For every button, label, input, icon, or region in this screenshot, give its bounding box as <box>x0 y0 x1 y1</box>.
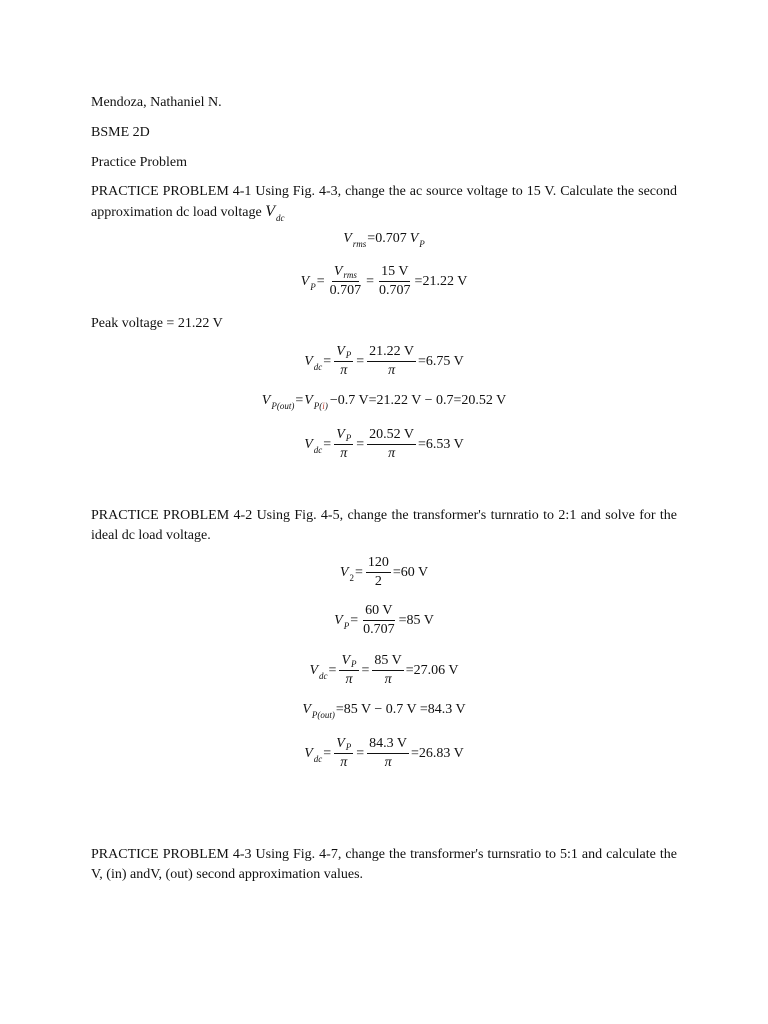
problem-2-statement: PRACTICE PROBLEM 4-2 Using Fig. 4-5, change the transformer's turnratio to 2:1 and solve for the ideal dc load voltage. <box>91 508 677 543</box>
p1-eq-vrms: V rms =0.707 V P <box>343 231 425 249</box>
p2-eq-vp: V P = $\frac{60 V}{0.707}$ =85 V <box>334 603 434 637</box>
problem-3-statement: PRACTICE PROBLEM 4-3 Using Fig. 4-7, change the transformer's turnsratio to 5:1 and calculate the V, (in) andV, (out) second approximation values. <box>91 847 677 882</box>
p2-eq-vpout: V P(out) =85 V − 0.7 V =84.3 V <box>302 702 466 720</box>
p1-eq-vp: V P = $\frac{V_{rms}}{0.707}$ = $\frac{15 V}{0.707}$ =21.22 V <box>300 264 468 298</box>
p2-eq-v2: V 2 = $\frac{120}{2}$ =60 V <box>339 555 429 589</box>
problem-1-statement: PRACTICE PROBLEM 4-1 Using Fig. 4-3, change the ac source voltage to 15 V. Calculate the second approximation dc load voltage $V_{dc}$ <box>91 184 677 223</box>
p2-eq-vdc-ideal: V dc = $\frac{V_P}{\pi}$ = $\frac{85 V}{\pi}$ =27.06 V <box>309 653 459 687</box>
p1-eq-vdc-ideal: V dc = $\frac{V_P}{\pi}$ = $\frac{21.22 V}{\pi}$ =6.75 V <box>304 344 464 378</box>
student-name: Mendoza, Nathaniel N. <box>91 95 222 110</box>
p2-eq-vdc-second: V dc = $\frac{V_P}{\pi}$ = $\frac{84.3 V}{\pi}$ =26.83 V <box>304 736 464 770</box>
student-section: BSME 2D <box>91 125 150 140</box>
p1-eq-vdc-second: V dc = $\frac{V_P}{\pi}$ = $\frac{20.52 V}{\pi}$ =6.53 V <box>304 427 464 461</box>
peak-voltage-text: Peak voltage = 21.22 V <box>91 316 223 331</box>
document-title: Practice Problem <box>91 155 188 170</box>
p1-eq-vpout: V P(out) = V P(i) −0.7 V=21.22 V − 0.7=20.52 V <box>261 393 507 411</box>
